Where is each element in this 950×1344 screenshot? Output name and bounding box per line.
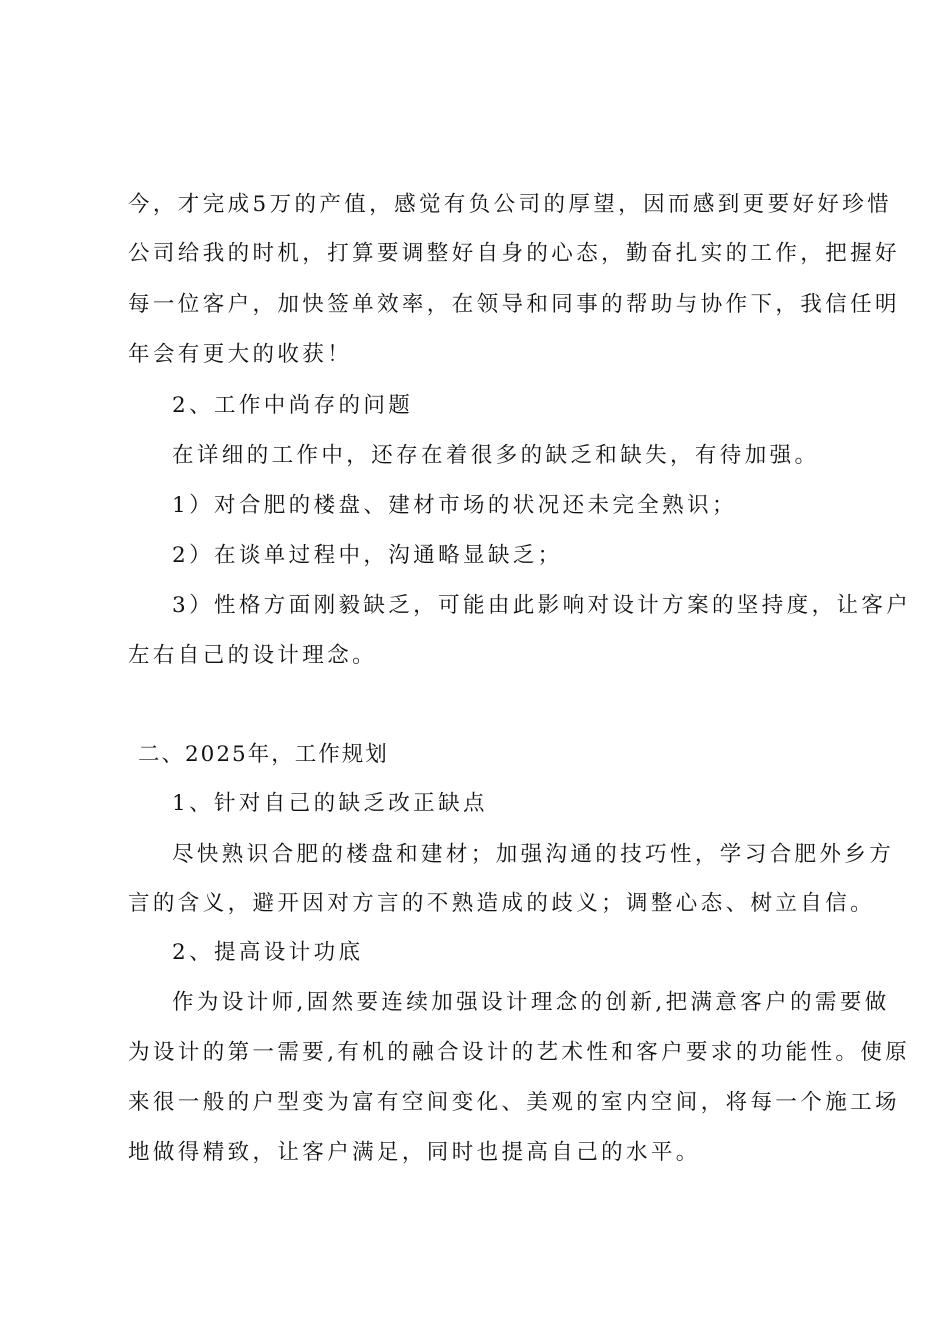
subheading: 2、工作中尚存的问题 bbox=[172, 393, 414, 418]
paragraph-line: 左右自己的设计理念。 bbox=[128, 643, 378, 668]
paragraph-line: 公司给我的时机，打算要调整好自身的心态，勤奋扎实的工作，把握好 bbox=[128, 241, 900, 266]
subheading: 1、针对自己的缺乏改正缺点 bbox=[172, 791, 488, 816]
paragraph-line: 年会有更大的收获！ bbox=[128, 342, 353, 367]
paragraph-line: 来很一般的户型变为富有空间变化、美观的室内空间，将每一个施工场 bbox=[128, 1090, 900, 1115]
section-heading: 二、2025年，工作规划 bbox=[138, 742, 389, 767]
paragraph-line: 今，才完成5万的产值，感觉有负公司的厚望，因而感到更要好好珍惜 bbox=[128, 192, 893, 217]
list-item: 3）性格方面刚毅缺乏，可能由此影响对设计方案的坚持度，让客户 bbox=[172, 593, 912, 618]
list-item: 1）对合肥的楼盘、建材市场的状况还未完全熟识； bbox=[172, 493, 737, 518]
paragraph-line: 每一位客户，加快签单效率，在领导和同事的帮助与协作下，我信任明 bbox=[128, 292, 900, 317]
paragraph-line: 尽快熟识合肥的楼盘和建材；加强沟通的技巧性，学习合肥外乡方 bbox=[172, 842, 895, 867]
list-item: 2）在谈单过程中，沟通略显缺乏； bbox=[172, 543, 563, 568]
paragraph-line: 在详细的工作中，还存在着很多的缺乏和缺失，有待加强。 bbox=[172, 443, 820, 468]
paragraph-line: 作为设计师,固然要连续加强设计理念的创新,把满意客户的需要做 bbox=[172, 990, 890, 1015]
paragraph-line: 为设计的第一需要,有机的融合设计的艺术性和客户要求的功能性。使原 bbox=[128, 1040, 911, 1065]
subheading: 2、提高设计功底 bbox=[172, 940, 364, 965]
paragraph-line: 言的含义，避开因对方言的不熟造成的歧义；调整心态、树立自信。 bbox=[128, 891, 876, 916]
paragraph-line: 地做得精致，让客户满足，同时也提高自己的水平。 bbox=[128, 1140, 701, 1165]
